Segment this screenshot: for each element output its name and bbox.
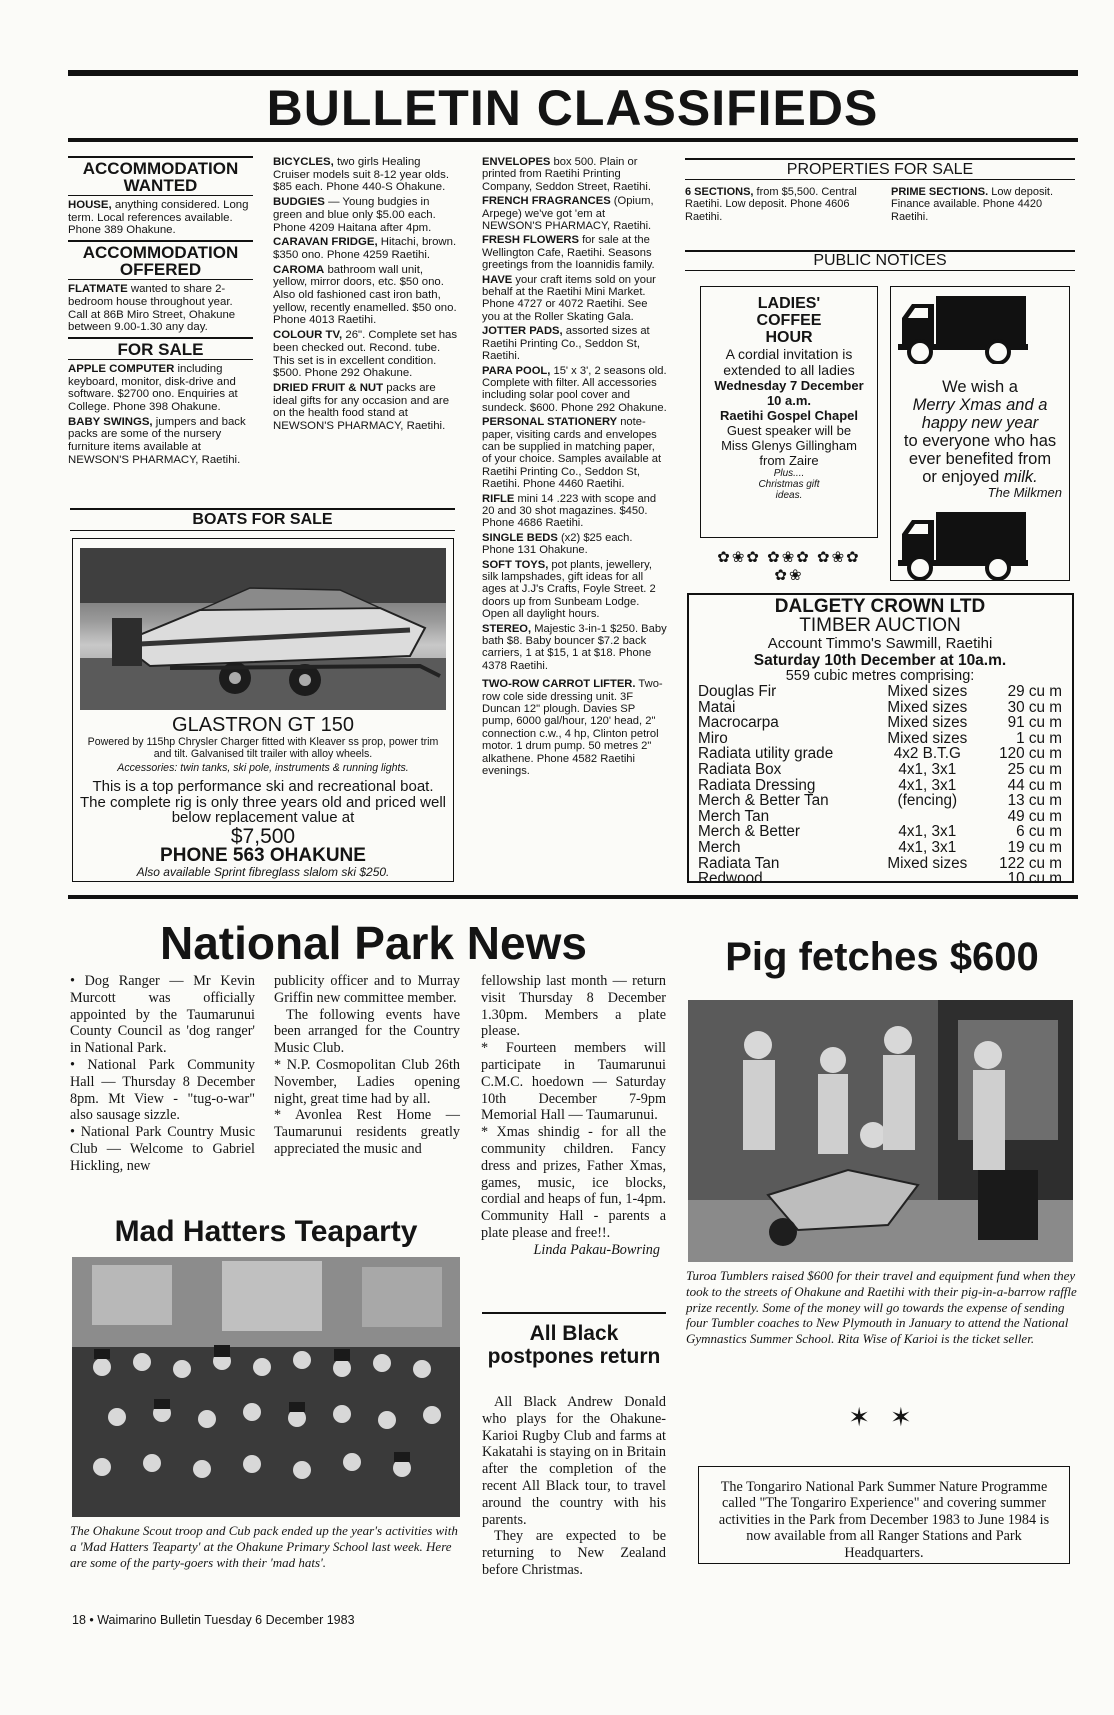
classified-column-1 (68, 156, 253, 469)
national-paragraph: * N.P. Cosmopolitan Club 26th November, Ladies opening night, great time had by all. (274, 1056, 460, 1107)
timber-size: 4x2 B.T.G (893, 745, 961, 763)
page-footer: 18 • Waimarino Bulletin Tuesday 6 December 1983 (72, 1613, 355, 1627)
pig-photo (688, 1000, 1073, 1262)
milk-line: happy new year (921, 414, 1039, 432)
timber-item: Radiata Tan (698, 854, 780, 872)
timber-row (698, 824, 1062, 840)
ornament-row (700, 548, 878, 584)
group-photo (72, 1257, 460, 1517)
truck-icon (898, 292, 1028, 364)
milk-line: Merry Xmas and a (912, 396, 1048, 414)
timber-size: 4x1, 3x1 (898, 823, 957, 841)
timber-volume-cell: 49 cu m (1007, 807, 1062, 825)
ad-carrot-lifter: TWO-ROW CARROT LIFTER. Two-row cole side dressing unit. 3F Duncan 12" plough. Davies SP pump, 6000 gal/hour, 120' head, 2" connection c.w., 4 hp, Clinton petrol motor. 1 drum pump. 50 metres 2" alkathene. Phone 4582 Raetihi evenings. (482, 678, 663, 778)
allblack-headline-line: All Black (529, 1322, 619, 1345)
ad-single-beds: SINGLE BEDS (x2) $25 each. Phone 131 Ohakune. (482, 531, 633, 557)
ad-stereo: STEREO, Majestic 3-in-1 $250. Baby bath $8. Baby bouncer $7.2 back carriers, 1 at $15, 1 at $18. Phone 4378 Raetihi. (482, 622, 667, 672)
boat-phone: PHONE 563 OHAKUNE (160, 845, 366, 866)
timber-size: Mixed sizes (887, 698, 968, 716)
ad-baby-swings: BABY SWINGS, jumpers and back packs are some of the nursery furniture items available at NEWSON'S PHARMACY, Raetihi. (68, 415, 246, 466)
ad-soft-toys: SOFT TOYS, pot plants, jewellery, silk lampshades, gift ideas for all ages at J.J's Crafts, Foyle Street. 2 doors up from Sunbeam Lodge. Open all daylight hours. (482, 558, 656, 621)
timber-volume-cell: 1 cu m (1016, 729, 1062, 747)
coffee-title-line-3: HOUR (765, 329, 813, 346)
coffee-gift: Christmas gift (758, 479, 820, 490)
truck-icon (898, 508, 1028, 580)
timber-volume-cell: 19 cu m (1007, 838, 1062, 856)
coffee-line: Guest speaker will be (726, 423, 852, 438)
boat-photo (80, 548, 446, 710)
boat-spec: Powered by 115hp Chrysler Charger fitted with Kleaver ss prop, power trim and tilt. Galvanised tilt trailer with alloy wheels. (87, 736, 439, 760)
for-sale-header: FOR SALE (68, 337, 253, 360)
timber-company: DALGETY CROWN LTD (774, 596, 986, 617)
timber-volume-cell: 10 cu m (1007, 870, 1062, 888)
coffee-time: 10 a.m. (766, 393, 812, 408)
coffee-title-line-1: LADIES' (757, 295, 821, 312)
allblack-paragraph: They are expected to be returning to New Zealand before Christmas. (482, 1528, 666, 1578)
ad-envelopes: ENVELOPES box 500. Plain or printed from Raetihi Printing Company, Seddon Street, Raetihi. (482, 156, 651, 193)
boat-accessories: Accessories: twin tanks, ski pole, instruments & running lights. (117, 762, 409, 774)
timber-size (875, 809, 980, 825)
ad-bicycles: BICYCLES, two girls Healing Cruiser models suit 8-12 year olds. $85 each. Phone 440-S Ohakune. (273, 156, 449, 194)
timber-row (698, 809, 1062, 825)
ad-apple-computer: APPLE COMPUTER including keyboard, monitor, disk-drive and software. $2700 ono. Enquiries at College. Phone 398 Ohakune. (68, 362, 238, 414)
timber-item: Radiata Dressing (698, 776, 816, 794)
timber-size: Mixed sizes (887, 714, 968, 732)
coffee-line: from Zaire (759, 453, 819, 468)
ad-house: HOUSE, anything considered. Long term. Local references available. Phone 389 Ohakune. (68, 199, 249, 237)
timber-row (698, 856, 1062, 872)
accommodation-offered-header: ACCOMMODATION OFFERED (68, 240, 253, 280)
properties-section (685, 158, 1075, 223)
allblack-headline (482, 1322, 666, 1368)
allblack-paragraph: All Black Andrew Donald who plays for the Ohakune-Karioi Rugby Club and farms at Kakatahi is staying on in Britain after the completion of the recent All Black tour, to travel around the country with his parents. (482, 1394, 667, 1528)
coffee-venue: Raetihi Gospel Chapel (720, 408, 858, 423)
national-byline: Linda Pakau-Bowring (533, 1241, 660, 1258)
national-paragraph: * Avonlea Rest Home — Taumarunui residents greatly appreciated the music and (274, 1107, 460, 1157)
timber-size: 4x1, 3x1 (898, 838, 957, 856)
ad-para-pool: PARA POOL, 15' x 3', 2 seasons old. Complete with filter. All accessories including solar pool cover and sundeck. $600. Phone 292 Ohakune. (482, 364, 667, 414)
star-icon: ✶ (890, 1402, 932, 1432)
milk-line: to everyone who has (903, 432, 1057, 450)
allblack-headline-line: postpones return (487, 1345, 661, 1368)
national-paragraph: • National Park Community Hall — Thursday 8 December 8pm. Mt View - "tug-o-war" also sausage sizzle. (70, 1056, 255, 1124)
milk-line: ever benefited from (908, 450, 1052, 468)
timber-item: Merch Tan (698, 807, 770, 825)
timber-volume-cell: 29 cu m (1007, 683, 1062, 700)
national-paragraph: * Fourteen members will participate in Taumarunui C.M.C. hoedown — Saturday 10th December 7-9pm Memorial Hall — Taumarunui. (481, 1040, 666, 1124)
public-notices-header: PUBLIC NOTICES (685, 250, 1075, 271)
timber-size: Mixed sizes (887, 854, 968, 872)
timber-volume-cell: 6 cu m (1016, 823, 1062, 841)
national-paragraph: fellowship last month — return visit Thursday 8 December 1.30pm. Members a plate please. (481, 973, 666, 1040)
coffee-hour-notice (700, 286, 878, 538)
ad-prime-sections: PRIME SECTIONS. Low deposit. Finance available. Phone 4420 Raetihi. (891, 186, 1054, 223)
ad-budgies: BUDGIES — Young budgies in green and blue only $5.00 each. Phone 4209 Haitana after 4pm. (273, 196, 436, 234)
boat-name: GLASTRON GT 150 (172, 714, 354, 736)
timber-location: Account Timmo's Sawmill, Raetihi (767, 635, 993, 652)
timber-size: (fencing) (897, 792, 958, 810)
timber-row (698, 762, 1062, 778)
national-paragraph: publicity officer and to Murray Griffin new committee member. (274, 973, 460, 1006)
timber-item: Radiata Box (698, 760, 782, 778)
classified-column-3 (482, 156, 667, 780)
timber-title: TIMBER AUCTION (799, 615, 961, 636)
national-park-headline: National Park News (160, 917, 587, 969)
national-col-1 (70, 973, 255, 1175)
allblack-story (482, 1394, 666, 1579)
pig-headline: Pig fetches $600 (725, 935, 1039, 979)
coffee-line: A cordial invitation is (725, 346, 853, 362)
timber-item: Merch & Better Tan (698, 792, 829, 810)
timber-size: 4x1, 3x1 (898, 760, 957, 778)
pig-caption: Turoa Tumblers raised $600 for their travel and equipment fund when they took to the streets of Ohakune and Raetihi with their pig-in-a-barrow raffle prize recently. Some of the money will go towards the expense of sending four Tumbler coaches to New Plymouth in January to attend the National Gymnastics Summer School. Rita Wise of Karioi is the ticket seller. (686, 1268, 1077, 1347)
timber-volume-cell: 13 cu m (1007, 792, 1062, 810)
timber-item: Macrocarpa (698, 714, 779, 732)
timber-row (698, 793, 1062, 809)
national-paragraph: • Dog Ranger — Mr Kevin Murcott was officially appointed by the Taumarunui County Council as 'dog ranger' in National Park. (70, 973, 255, 1057)
timber-row (698, 746, 1062, 762)
timber-volume-cell: 120 cu m (999, 745, 1062, 763)
ad-jotter-pads: JOTTER PADS, assorted sizes at Raetihi Printing Co., Seddon St, Raetihi. (482, 325, 650, 363)
timber-size: Mixed sizes (887, 683, 968, 700)
timber-size: Mixed sizes (887, 729, 968, 747)
timber-volume-cell: 44 cu m (1007, 776, 1062, 794)
timber-item: Merch & Better (698, 823, 801, 841)
mad-hatters-caption: The Ohakune Scout troop and Cub pack ended up the year's activities with a 'Mad Hatters Teaparty' at the Ohakune Primary School last week. Here are some of the party-goers with their 'mad hats'. (70, 1523, 458, 1570)
ad-personal-stationery: PERSONAL STATIONERY note-paper, visiting cards and envelopes can be supplied in matching paper, of your choice. Samples available at Raetihi Printing Co., Seddon St, Raetihi. Phone 4460 Raetihi. (482, 416, 662, 491)
milkmen-sign: The Milkmen (987, 485, 1062, 500)
timber-row (698, 778, 1062, 794)
timber-volume: 559 cubic metres comprising: (785, 668, 975, 684)
timber-item: Douglas Fir (698, 683, 777, 700)
ad-caravan-fridge: CARAVAN FRIDGE, Hitachi, brown. $350 ono. Phone 4259 Raetihi. (273, 236, 457, 261)
star-icon: ✶ (848, 1402, 890, 1432)
timber-volume-cell: 25 cu m (1007, 760, 1062, 778)
national-paragraph: * Xmas shindig - for all the community children. Fancy dress and prizes, Father Xmas, games, music, ice blocks, cordial and heaps of fun, 1-4pm. Community Hall - parents a plate please and free!!. (481, 1124, 666, 1241)
timber-item: Matai (698, 698, 736, 716)
milkmen-message (892, 378, 1068, 486)
timber-volume-cell: 30 cu m (1007, 698, 1062, 716)
boat-price: $7,500 (230, 825, 296, 848)
ornament-icon: ✿❀ (774, 567, 804, 584)
timber-row (698, 715, 1062, 731)
timber-volume-cell: 122 cu m (999, 854, 1062, 872)
timber-size: 4x1, 3x1 (898, 776, 957, 794)
timber-auction-ad (687, 593, 1074, 888)
timber-date: Saturday 10th December at 10a.m. (753, 652, 1007, 669)
speedboat-illustration (80, 548, 446, 710)
coffee-line: extended to all ladies (723, 362, 855, 378)
milk-line: or enjoyed milk. (922, 468, 1038, 486)
ornament-icon: ✿❀✿ (767, 549, 811, 566)
ad-have: HAVE your craft items sold on your behalf at the Raetihi Mini Market. Phone 4727 or 4072 Raetihi. See you at the Roller Skating Gala. (482, 273, 656, 323)
timber-item: Miro (698, 729, 728, 747)
timber-row (698, 871, 1062, 887)
tongariro-notice (698, 1466, 1070, 1564)
masthead-rule (68, 138, 1078, 142)
mad-hatters-headline: Mad Hatters Teaparty (114, 1215, 418, 1248)
ad-rifle: RIFLE mini 14 .223 with scope and 20 and 30 shot magazines. $450. Phone 4686 Raetihi. (482, 492, 657, 530)
properties-header: PROPERTIES FOR SALE (685, 158, 1075, 180)
timber-item: Merch (698, 838, 741, 856)
national-col-3 (481, 973, 666, 1259)
street-photo (688, 1000, 1073, 1262)
ornament-icon: ✿❀✿ (817, 549, 861, 566)
ad-6-sections: 6 SECTIONS, from $5,500. Central Raetihi. Low deposit. Phone 4606 Raetihi. (685, 186, 857, 223)
milk-line: We wish a (942, 378, 1018, 396)
classified-column-2 (273, 156, 458, 435)
coffee-gift: ideas. (775, 490, 803, 501)
timber-row (698, 840, 1062, 856)
coffee-title-line-2: COFFEE (756, 312, 822, 329)
timber-volume-cell: 91 cu m (1007, 714, 1062, 732)
coffee-line: Miss Glenys Gillingham (721, 438, 857, 453)
tongariro-text: The Tongariro National Park Summer Nature Programme called "The Tongariro Experience" and covering summer activities in the Park from December 1983 to June 1984 is now available from all Ranger Stations and Park Headquarters. (718, 1479, 1050, 1561)
ad-flatmate: FLATMATE wanted to share 2-bedroom house throughout year. Call at 86B Miro Street, Ohakune between 9.00-1.30 any day. (68, 283, 236, 334)
timber-size (875, 871, 980, 887)
boat-pitch: This is a top performance ski and recreational boat. The complete rig is only three years old and priced well below replacement value at (80, 778, 447, 826)
timber-row (698, 684, 1062, 700)
ad-caroma: CAROMA bathroom wall unit, yellow, mirror doors, etc. $50 ono. Also old fashioned cast iron bath, yellow, recently enamelled. $50 ono. Phone 4013 Raetihi. (273, 263, 457, 327)
coffee-plus: Plus.... (773, 468, 805, 479)
timber-row (698, 700, 1062, 716)
ornament-icon: ✿❀✿ (717, 549, 761, 566)
national-paragraph: • National Park Country Music Club — Welcome to Gabriel Hickling, new (70, 1124, 255, 1174)
ad-french-fragrances: FRENCH FRAGRANCES (Opium, Arpege) we've got 'em at NEWSON'S PHARMACY, Raetihi. (482, 195, 654, 233)
masthead: BULLETIN CLASSIFIEDS (266, 80, 879, 136)
ad-colour-tv: COLOUR TV, 26". Complete set has been checked out. Recond. tube. This set is in excellent condition. $500. Phone 292 Ohakune. (273, 329, 458, 380)
national-col-2 (274, 973, 460, 1158)
timber-row (698, 731, 1062, 747)
timber-item: Redwood (698, 870, 763, 888)
accommodation-wanted-header: ACCOMMODATION WANTED (68, 156, 253, 196)
allblack-rule (482, 1312, 666, 1314)
coffee-date: Wednesday 7 December (714, 378, 864, 393)
section-rule (68, 895, 1078, 899)
boats-header: BOATS FOR SALE (70, 508, 455, 531)
ad-dried-fruit: DRIED FRUIT & NUT packs are ideal gifts for any occasion and are on the health food stand at NEWSON'S PHARMACY, Raetihi. (273, 381, 450, 433)
star-decoration (835, 1402, 945, 1433)
boat-also: Also available Sprint fibreglass slalom ski $250. (136, 865, 390, 879)
timber-table (698, 684, 1062, 887)
mad-hatters-photo (72, 1257, 460, 1517)
ad-fresh-flowers: FRESH FLOWERS for sale at the Wellington Cafe, Raetihi. Seasons greetings from the Ioannidis family. (482, 234, 655, 272)
timber-item: Radiata utility grade (698, 745, 834, 763)
national-paragraph: The following events have been arranged for the Country Music Club. (274, 1006, 460, 1057)
